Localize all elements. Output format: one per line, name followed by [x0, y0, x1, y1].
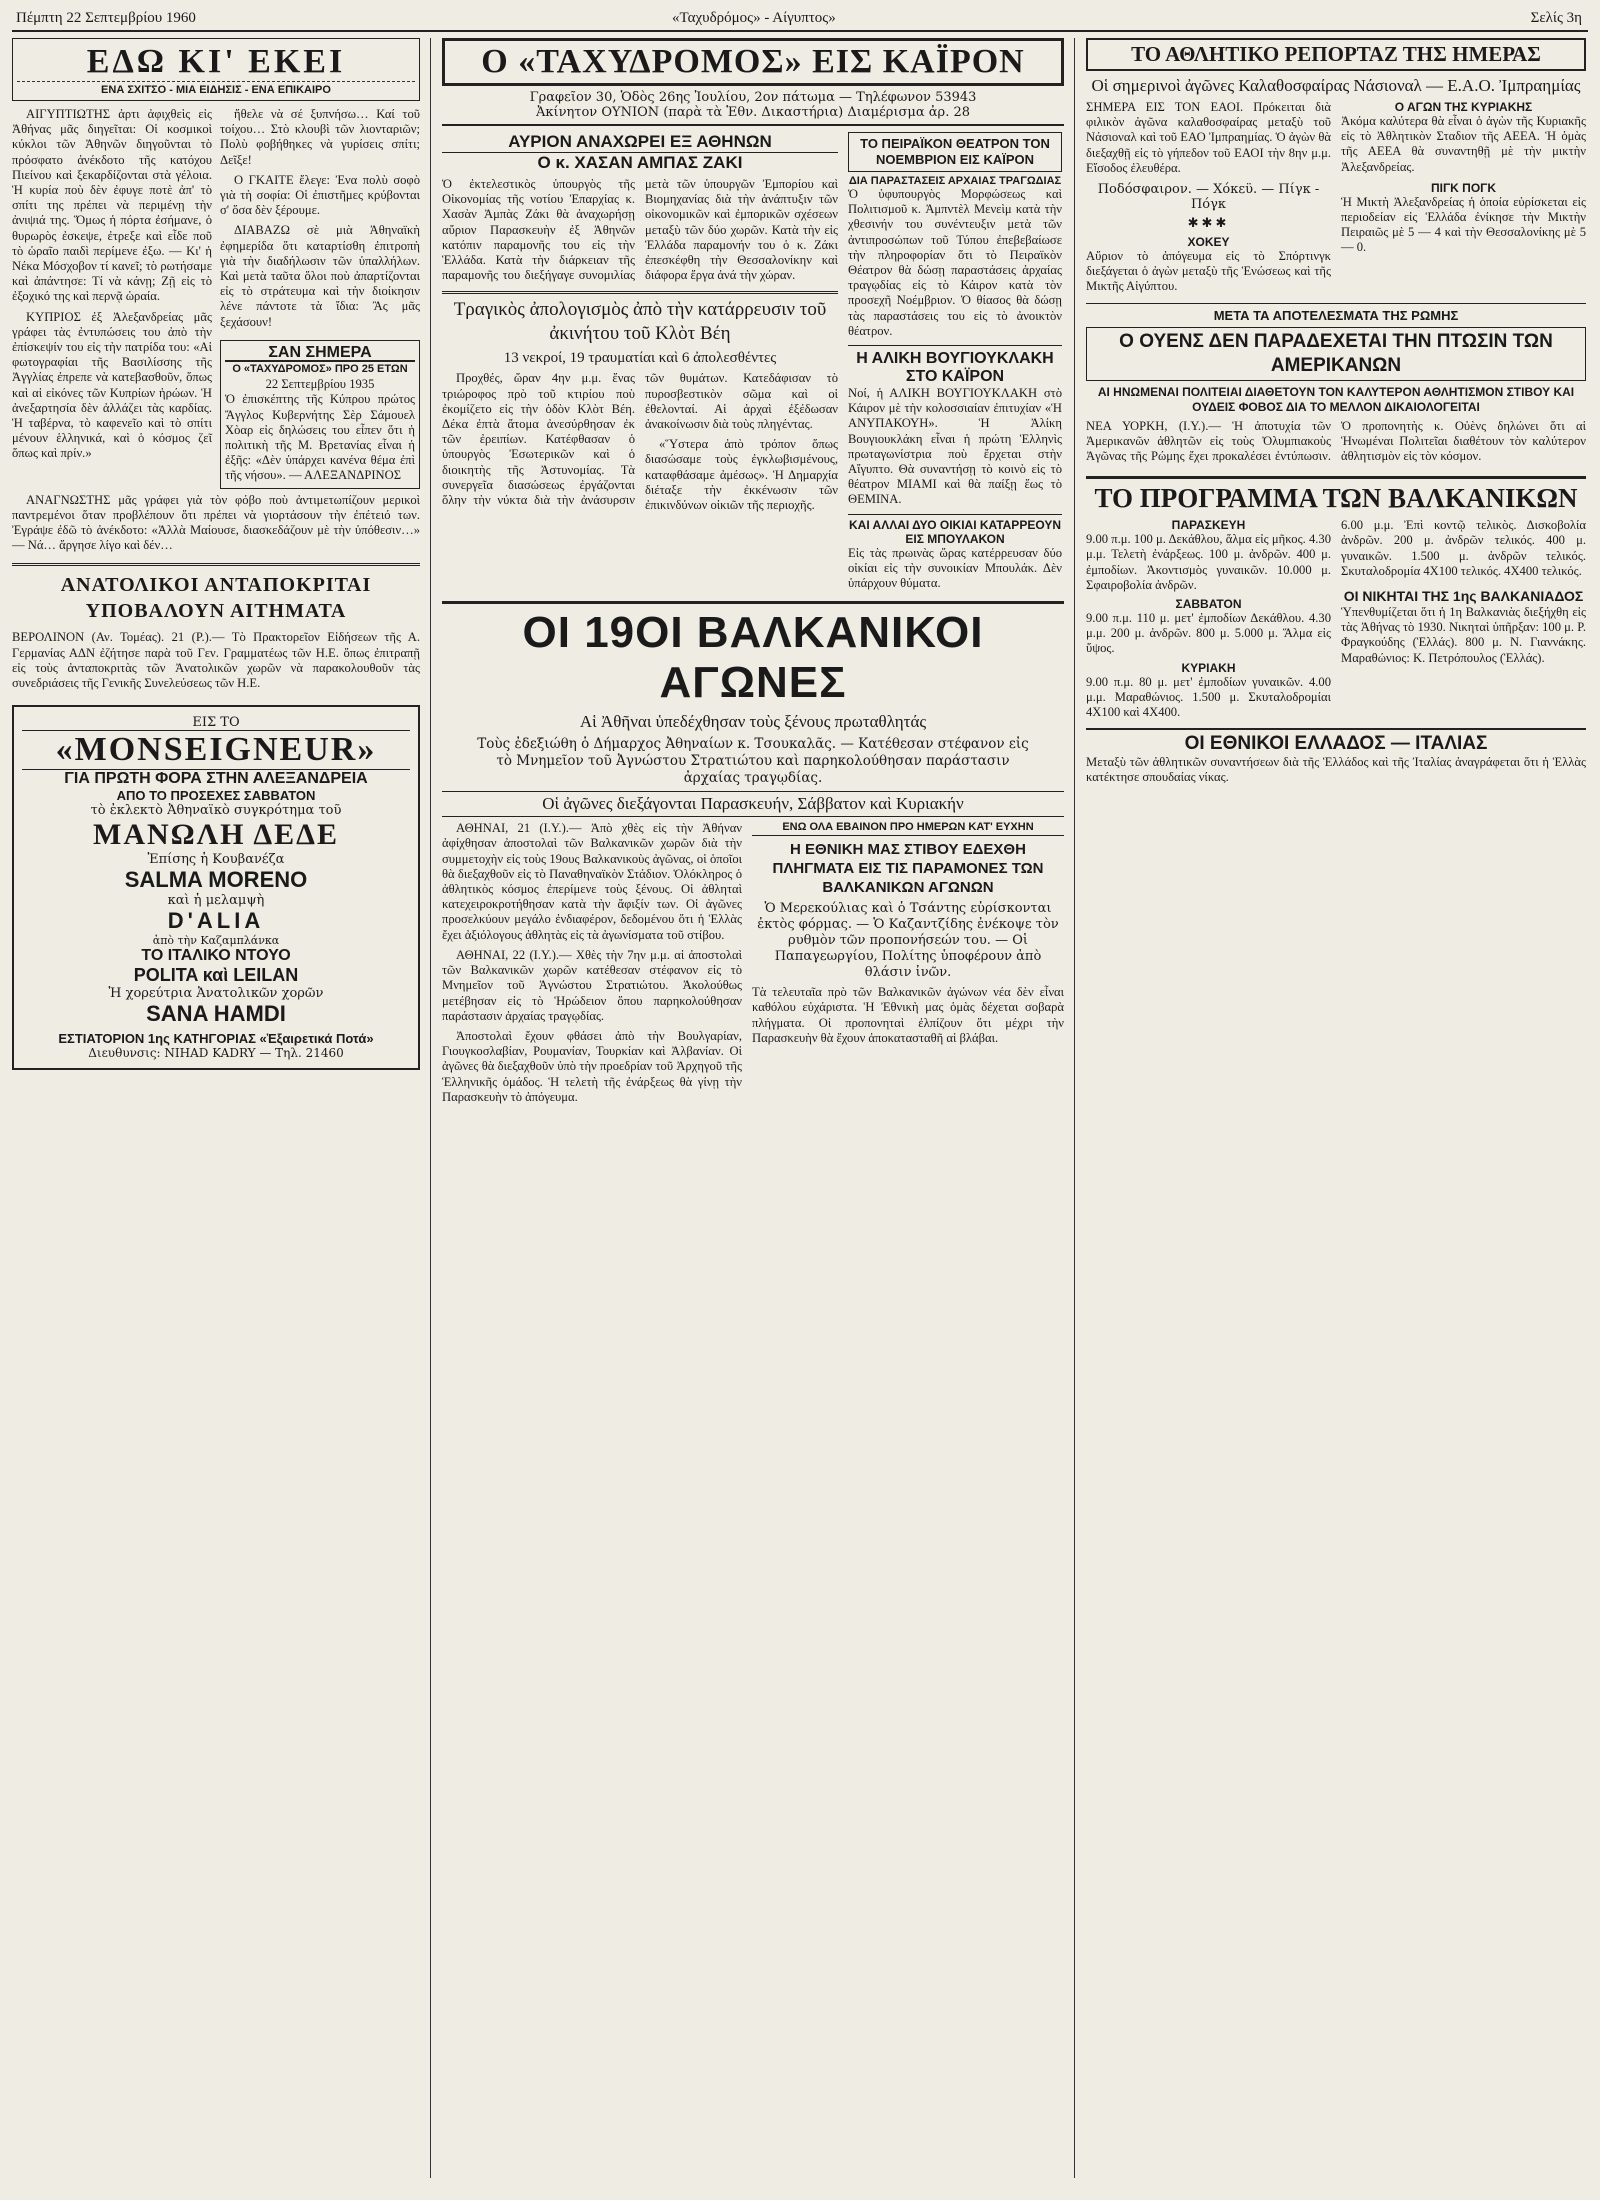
programme-article: [1086, 476, 1586, 785]
ad-performer: POLITA καὶ LEILAN: [133, 965, 299, 986]
hockey-title: ΧΟΚΕΥ: [1187, 235, 1230, 250]
programme-title: ΤΟ ΠΡΟΓΡΑΜΜΑ ΤΩΝ ΒΑΛΚΑΝΙΚΩΝ: [1094, 483, 1578, 514]
monseigneur-ad: [12, 705, 420, 1070]
article-paragraph: ΑΘΗΝΑΙ, 22 (Ι.Υ.).— Χθὲς τὴν 7ην μ.μ. αἱ ἀποστολαὶ τῶν Βαλκανικῶν χωρῶν κατέθεσαν στέφανον εἰς τὸ Μνημεῖον τοῦ Ἀγνώστου Στρατιώτου. Ἀκολούθως μετέβησαν εἰς τὸ Ἡρώδειον ὅπου παρηκολούθησαν παράστασιν ἀρχαίας τραγῳδίας.: [442, 947, 742, 1023]
sports-subtitle: Οἱ σημερινοὶ ἀγῶνες Καλαθοσφαίρας Νάσιοναλ — Ε.Α.Ο. Ἰμπραημίας: [1091, 76, 1581, 95]
article-paragraph: ΑΝΑΓΝΩΣΤΗΣ μᾶς γράφει γιὰ τὸν φόβο ποὺ ἀντιμετωπίζουν μερικοὶ παντρεμένοι ὅταν προβλέπουν ὅτι πρέπει νὰ γιορτάσουν τὴν ἐπέτειό των. Ἐγράψε ἐδῶ τὸ ἀνέκδοτο: «Ἀλλὰ Μαίουσε, διασκεδάζουν μὲ τὴν ὑπόθεσιν…» — Νά… ἄργησε λίγο καὶ δέν…: [12, 492, 420, 553]
other-body: Εἰς τὰς πρωινὰς ὥρας κατέρρευσαν δύο οἰκίαι εἰς τὴν συνοικίαν Μπουλάκ. Δὲν ὑπάρχουν θύματα.: [848, 545, 1062, 591]
balkan-subtitle: Αἱ Ἀθῆναι ὑπεδέχθησαν τοὺς ξένους πρωταθλητάς: [579, 712, 927, 732]
ad-line: Ἡ χορεύτρια Ἀνατολικῶν χορῶν: [108, 986, 324, 1002]
ad-line: ΤΟ ΙΤΑΛΙΚΟ ΝΤΟΥΟ: [141, 947, 291, 965]
column-left: [12, 38, 420, 1070]
masthead: [442, 38, 1064, 86]
anatolikoi-article: [12, 563, 420, 691]
ad-line: Ἐπίσης ἡ Κουβανέζα: [147, 852, 285, 868]
klot-article: [442, 291, 838, 513]
other-title: ΚΑΙ ΑΛΛΑΙ ΔΥΟ ΟΙΚΙΑΙ ΚΑΤΑΡΡΕΟΥΝ ΕΙΣ ΜΠΟΥΛΑΚΟΝ: [848, 514, 1062, 546]
italy-body: Μεταξὺ τῶν ἀθλητικῶν συναντήσεων διὰ τῆς Ἑλλάδος καὶ τῆς Ἰταλίας ἀναγράφεται ὅτι ἡ Ἑλλὰς κατέκτησε σπουδαίας νίκας.: [1086, 755, 1586, 785]
rome-title-box: [1086, 327, 1586, 381]
balkan-wish-subtitle: Ὁ Μερεκούλιας καὶ ὁ Τσάντης εὑρίσκονται ἐκτὸς φόρμας. — Ὁ Καζαντζίδης ἐνέκοψε τὸν ρυθμὸν τῶν προπονήσεών του. — Οἱ Παπαγεωργίου, Πολίτης ὑποφέρουν ἀπὸ θλάσιν ἰνῶν.: [757, 901, 1059, 981]
ad-performer: D'ALIA: [167, 908, 265, 934]
article-paragraph: ΔΙΑΒΑΖΩ σὲ μιὰ Ἀθηναϊκὴ ἐφημερίδα ὅτι καταρτίσθη ἐπιτροπὴ γιὰ τὴν διαδήλωσιν τῶν ὑπαλλήλων. Καὶ μετὰ ταῦτα ὅλοι ποὺ ἀπαρτίζονται εἰς τὸ στράτευμα καὶ τὴν διοίκησιν λένε πάντοτε τὰ ἴδια: Ἂς μᾶς ξεχάσουν!: [220, 223, 420, 329]
programme-day: ΚΥΡΙΑΚΗ: [1181, 660, 1236, 675]
peiraikon-box: [848, 132, 1062, 172]
klot-body: [442, 371, 838, 513]
ad-line: τὸ ἐκλεκτὸ Ἀθηναϊκὸ συγκρότημα τοῦ: [90, 803, 342, 819]
pong-body: Ἡ Μικτὴ Ἀλεξανδρείας ἡ ὁποία εὑρίσκεται εἰς περιοδείαν εἰς Ἑλλάδα ἐνίκησε τὴν Μικτὴν Πειραιῶς μὲ 5 — 4 καὶ τὴν Θεσσαλονίκης μὲ 5 — 0.: [1341, 194, 1586, 255]
today-body: Ὁ ἐπισκέπτης τῆς Κύπρου πρώτος Ἄγγλος Κυβερνήτης Σὲρ Σάμουελ Χὸαρ εἰς δηλώσεις του εἶπεν ὅτι ἡ πολιτικὴ τῆς Μ. Βρετανίας εἶναι ἡ ἐξῆς: «Δὲν ὑπάρχει κανένα θέμα ἐπὶ τῆς νήσου». — ΑΛΕΞΑΝΔΡΙΝΟΣ: [225, 392, 415, 483]
balkan-wish-kicker: ΕΝΩ ΟΛΑ ΕΒΑΙΝΟΝ ΠΡΟ ΗΜΕΡΩΝ ΚΑΤ' ΕΥΧΗΝ: [752, 821, 1064, 836]
article-paragraph: ΑΘΗΝΑΙ, 21 (Ι.Υ.).— Ἀπὸ χθὲς εἰς τὴν Ἀθήναν ἀφίχθησαν ἀποστολαὶ τῶν Βαλκανικῶν χωρῶν διὰ τὴν συμμετοχὴν εἰς τοὺς 19ους Βαλκανικοὺς ἀγῶνας, οἱ ὁποῖοι θὰ διεξαχθοῦν εἰς τὸ Παναθηναϊκὸν Στάδιον. Ὁλόκληρος ὁ ἀθλητικὸς κόσμος ἐπερίμενε τοὺς ξένους. Οἱ ἀθληταὶ κατεχειροκροτήθησαν κατὰ τὴν ἄφιξίν των. Οἱ ἀγῶνες προσελκύουν μεγάλο ἐνδιαφέρον, δεδομένου ὅτι ἡ Ἑλλὰς ἔχει ἀξιόλογους ἀθλητὰς εἰς τὰ ἀγωνίσματα τοῦ στίβου.: [442, 821, 742, 942]
article-paragraph: Ἀποστολαὶ ἔχουν φθάσει ἀπὸ τὴν Βουλγαρίαν, Γιουγκοσλαβίαν, Ρουμανίαν, Τουρκίαν καὶ Ἀλβανίαν. Οἱ ἀγῶνες θὰ διεξαχθοῦν ὑπὸ τὴν προεδρίαν τοῦ Ἀρχηγοῦ τῆς Ἑλληνικῆς ὁμάδος. Ἡ τελετὴ τῆς ἐνάρξεως θὰ γίνῃ τὴν Παρασκευὴν τὸ ἀπόγευμα.: [442, 1028, 742, 1104]
article-paragraph: ΑΙΓΥΠΤΙΩΤΗΣ ἀρτι ἀφιχθεὶς εἰς Ἀθήνας μᾶς διηγεῖται: Οἱ κοσμικοὶ κύκλοι τῶν Ἀθηνῶν διηγοῦνται τὸ πρόσφατο ἀνέκδοτο τῆς κατόχου Πιείνου καὶ ξεκαρδίζονται στὰ γέλοια. Ἡ κυρία ποὺ δὲν ἐφυγε ποτὲ ἀπ' τὸ σπίτι της πρέπει νὰ περιμένῃ τὴν ἀνιψιά της. Ὅμως ἡ πόρτα ἐσήμανε, ὁ θυρωρὸς ἐσκεψε, ἐτρεξε καὶ εἶδε ποῦ τὸ ὡραῖο παιδὶ περίμενε ἐξω. — Κι' ἡ Νέκα Μόσχοβον τί κανεῖ; τὸ ρωτήσαμε καὶ ἀπάντησε: Τί νὰ κάνῃ; Ζῇ εἰς τὸ ἐξοχικό της καὶ περνᾷ ὡραία.: [12, 107, 212, 304]
ad-performer: SALMA MORENO: [124, 867, 308, 893]
column-title: ΕΔΩ ΚΙ' ΕΚΕΙ: [86, 43, 346, 80]
peiraikon-body: Ὁ ὑφυπουργὸς Μορφώσεως καὶ Πολιτισμοῦ κ. Ἀμπντὲλ Μενεὶμ κατὰ τὴν χθεσινήν του συνέντευξιν μετὰ τῶν ἀντιπροσώπων τοῦ Τύπου ἐπεβεβαίωσε τὴν πληροφορίαν ὅτι τὸ Πειραϊκὸν Θέατρον θὰ δώσῃ παραστάσεις ἀρχαίας τραγῳδίας εἰς τὸ Κάιρον κατὰ τὸν προσεχῆ Νοέμβριον. Ὁ θίασος θὰ δώσῃ τὰς παραστάσεις του εἰς τὸ ἀνοικτὸν θέατρον.: [848, 187, 1062, 338]
zaki-body: Ὁ ἐκτελεστικὸς ὑπουργὸς τῆς Οἰκονομίας τῆς νοτίου Ἐπαρχίας κ. Χασὰν Ἀμπὰς Ζάκι θὰ ἀναχωρήσῃ αὔριον Παρασκευὴν ἐξ Ἀθηνῶν κατόπιν παραμονῆς του εἰς τὴν Ἑλλάδα. Κατὰ τὴν διάρκειαν τῆς παραμονῆς του διεξήγαγε συνομιλίας μετὰ τῶν ὑπουργῶν Ἐμπορίου καὶ Βιομηχανίας διὰ τὴν ἀνάπτυξιν τῶν οἰκονομικῶν καὶ ἐμπορικῶν σχέσεων μεταξὺ τῶν δύο χωρῶν. Κατὰ τὴν εἰς Ἑλλάδα παραμονήν του ὁ κ. Ζάκι ἐπεσκέφθη τὴν Θεσσαλονίκην καὶ διάφορα ἔργα ἀνά τὴν χώραν.: [442, 177, 838, 283]
ad-line: Διευθυνσις: NIHAD KADRY — Τηλ. 21460: [88, 1046, 344, 1061]
kyriaki-body: Ἀκόμα καλύτερα θὰ εἶναι ὁ ἀγὼν τῆς Κυριακῆς εἰς τὸ Ἀθλητικὸν Σταδιον τῆς ΑΕΕΑ. Ἡ ὁμὰς τῆς ΑΕΕΑ θὰ συναντηθῇ μὲ τὴν μικτὴν Ἀλεξανδρείας.: [1341, 114, 1586, 174]
masthead-title: Ο «ΤΑΧΥΔΡΟΜΟΣ» ΕΙΣ ΚΑΪΡΟΝ: [481, 43, 1025, 80]
ad-line: ΓΙΑ ΠΡΩΤΗ ΦΟΡΑ ΣΤΗΝ ΑΛΕΞΑΝΔΡΕΙΑ: [64, 770, 368, 788]
ad-line: ΑΠΟ ΤΟ ΠΡΟΣΕΧΕΣ ΣΑΒΒΑΤΟΝ: [116, 788, 316, 804]
programme-day: ΣΑΒΒΑΤΟΝ: [1175, 597, 1242, 612]
zaki-subtitle: Ο κ. ΧΑΣΑΝ ΑΜΠΑΣ ΖΑΚΙ: [537, 153, 743, 172]
page-number: Σελίς 3η: [1530, 10, 1582, 26]
column-center: [442, 38, 1064, 1110]
hockey-body: Αὔριον τὸ ἀπόγευμα εἰς τὸ Σπόρτινγκ διεξάγεται ὁ ἀγὼν μεταξὺ τῆς Ἑνώσεως καὶ τῆς Μικτῆς Αἰγύπτου.: [1086, 249, 1331, 294]
peiraikon-title: ΤΟ ΠΕΙΡΑΪΚΟΝ ΘΕΑΤΡΟΝ ΤΟΝ ΝΟΕΜΒΡΙΟΝ ΕΙΣ ΚΑΪΡΟΝ: [860, 136, 1050, 167]
ad-line: ΕΣΤΙΑΤΟΡΙΟΝ 1ης ΚΑΤΗΓΟΡΙΑΣ «Ἐξαιρετικά Ποτά»: [58, 1031, 374, 1047]
column-rule: [430, 38, 431, 2178]
nikitai-title: ΟΙ ΝΙΚΗΤΑΙ ΤΗΣ 1ης ΒΑΛΚΑΝΙΑΔΟΣ: [1343, 588, 1584, 605]
anatolikoi-title: ΑΝΑΤΟΛΙΚΟΙ ΑΝΤΑΠΟΚΡΙΤΑΙ ΥΠΟΒΑΛΟΥΝ ΑΙΤΗΜΑΤΑ: [60, 574, 372, 623]
today-subtitle: Ο «ΤΑΧΥΔΡΟΜΟΣ» ΠΡΟ 25 ΕΤΩΝ: [232, 363, 408, 376]
ad-line: ΕΙΣ ΤΟ: [192, 715, 240, 731]
balkan-body: [442, 821, 742, 1110]
programme-day-body: 9.00 π.μ. 100 μ. Δεκάθλου, ἅλμα εἰς μῆκος. 4.30 μ.μ. Τελετὴ ἐνάρξεως. 100 μ. ἀνδρῶν. 400 μ. ἐμποδίων. Ἀκοντισμὸς γυναικῶν. 10.000 μ. Σφαιροβολία ἀνδρῶν.: [1086, 532, 1331, 592]
ad-performer: ΜΑΝΩΛΗ ΔΕΔΕ: [93, 818, 339, 852]
ad-venue: «MONSEIGNEUR»: [22, 730, 410, 770]
masthead-address: Γραφεῖον 30, Ὁδὸς 26ης Ἰουλίου, 2ον πάτωμα — Τηλέφωνον 53943: [529, 90, 977, 105]
kyriaki-title: Ο ΑΓΩΝ ΤΗΣ ΚΥΡΙΑΚΗΣ: [1394, 100, 1533, 114]
masthead-address: Ἀκίνητον ΟΥΝΙΟΝ (παρὰ τὰ Ἐθν. Δικαστήρια) Διαμέρισμα ἀρ. 28: [442, 105, 1064, 126]
sports-header: [1086, 38, 1586, 71]
klot-subtitle: 13 νεκροί, 19 τραυματίαι καὶ 6 ἀπολεσθέντες: [503, 350, 777, 367]
rome-body: ΝΕΑ ΥΟΡΚΗ, (Ι.Υ.).— Ἡ ἀποτυχία τῶν Ἀμερικανῶν ἀθλητῶν εἰς τοὺς Ὀλυμπιακοὺς Ἀγῶνας τῆς Ρώμης ἔχει προκαλέσει ἐντύπωσιν. Ὁ προπονητὴς κ. Οὐὲνς δηλώνει ὅτι αἱ Ἡνωμέναι Πολιτεῖαι διαθέτουν τὸν καλύτερον ἀθλητισμὸν εἰς τὸν κόσμον.: [1086, 418, 1586, 464]
today-box: [220, 340, 420, 489]
balkan-wish-body: Τὰ τελευταῖα πρὸ τῶν Βαλκανικῶν ἀγώνων νέα δὲν εἶναι καθόλου εὐχάριστα. Ἡ Ἐθνικὴ μας ὁμὰς δέχεται σοβαρὰ πλήγματα. Οἱ προπονηταὶ ἐλπίζουν ὅτι μέχρι τὴν Παρασκευὴν θὰ ἔχουν ἀποκατασταθῆ αἱ βλάβαι.: [752, 985, 1064, 1045]
sports-body: ΣΗΜΕΡΑ ΕΙΣ ΤΟΝ ΕΑΟΙ. Πρόκειται διὰ φιλικὸν ἀγῶνα καλαθοσφαίρας μεταξὺ τοῦ Νάσιοναλ καὶ τοῦ ΕΑΟ Ἰμπραημίας. Ὁ ἀγὼν θὰ διεξαχθῇ εἰς τὸ γήπεδον τοῦ ΕΑΟΙ τὴν 8ην μ.μ. Εἴσοδος ἐλευθέρα.: [1086, 100, 1331, 175]
column-subtitle: ΕΝΑ ΣΧΙΤΣΟ - ΜΙΑ ΕΙΔΗΣΙΣ - ΕΝΑ ΕΠΙΚΑΙΡΟ: [17, 81, 415, 96]
nikitai-body: Ὑπενθυμίζεται ὅτι ἡ 1η Βαλκανιὰς διεξήχθη εἰς τὰς Ἀθήνας τὸ 1930. Νικηταὶ ὑπῆρξαν: 100 μ. Ρ. Φραγκούδης (Ἑλλάς). 800 μ. Ν. Γιαννάκης. Μαραθώνιος: Κ. Πετρόπουλος (Ἑλλάς).: [1341, 605, 1586, 665]
balkan-wish-title: Η ΕΘΝΙΚΗ ΜΑΣ ΣΤΙΒΟΥ ΕΔΕΧΘΗ ΠΛΗΓΜΑΤΑ ΕΙΣ ΤΙΣ ΠΑΡΑΜΟΝΕΣ ΤΩΝ ΒΑΛΚΑΝΙΚΩΝ ΑΓΩΝΩΝ: [772, 841, 1044, 897]
pong-title: ΠΙΓΚ ΠΟΓΚ: [1430, 180, 1497, 195]
rome-kicker: ΜΕΤΑ ΤΑ ΑΠΟΤΕΛΕΣΜΑΤΑ ΤΗΣ ΡΩΜΗΣ: [1213, 307, 1459, 323]
balkan-article: [442, 601, 1064, 1110]
programme-day-body: 9.00 π.μ. 80 μ. μετ' ἐμποδίων γυναικῶν. 4.00 μ.μ. Μαραθώνιος. 1.500 μ. Σκυταλοδρομίαι 4Χ100 καὶ 4Χ400.: [1086, 674, 1331, 720]
issue-date: Πέμπτη 22 Σεπτεμβρίου 1960: [16, 10, 196, 26]
programme-day-body: 9.00 π.μ. 110 μ. μετ' ἐμποδίων Δεκάθλου. 4.30 μ.μ. 200 μ. ἀνδρῶν. 800 μ. 5.000 μ. Ἅλμα εἰς ὕψος.: [1086, 611, 1331, 656]
column-rule: [1074, 38, 1075, 2178]
stars-divider: ✱✱✱: [1187, 216, 1230, 232]
zaki-title: ΑΥΡΙΟΝ ΑΝΑΧΩΡΕΙ ΕΞ ΑΘΗΝΩΝ: [442, 132, 838, 153]
article-text: [12, 493, 420, 554]
ad-line: ἀπὸ τὴν Καζαμπλάνκα: [152, 934, 280, 948]
vougiouklaki-title: Η ΑΛΙΚΗ ΒΟΥΓΙΟΥΚΛΑΚΗ ΣΤΟ ΚΑΪΡΟΝ: [848, 345, 1062, 386]
article-paragraph: ἤθελε νὰ σέ ξυπνήσω… Καί τοῦ τοίχου… Στὸ κλουβὶ τῶν λιονταριῶν; Πολὺ φοβήθηκες νὰ γυρίσεις σπίτι; Δεῖξε!: [220, 107, 420, 167]
balkan-title: ΟΙ 19ΟΙ ΒΑΛΚΑΝΙΚΟΙ ΑΓΩΝΕΣ: [522, 608, 984, 708]
ad-performer: SANA HAMDI: [146, 1001, 286, 1027]
balkan-subtitle-2: Οἱ ἀγῶνες διεξάγονται Παρασκευήν, Σάββατον καὶ Κυριακήν: [442, 791, 1064, 817]
today-title: ΣΑΝ ΣΗΜΕΡΑ: [225, 345, 415, 362]
vougiouklaki-body: Νοί, ἡ ΑΛΙΚΗ ΒΟΥΓΙΟΥΚΛΑΚΗ στὸ Κάιρον μὲ τὴν κολοσσιαίαν ἐπιτυχίαν «Ἡ ΑΝΥΠΑΚΟΥΗ». Ἡ Ἀλίκη Βουγιουκλάκη εἶναι ἡ πρώτη Ἑλληνὶς πρωταγωνίστρια ποὺ ἔρχεται στὴν Αἴγυπτο. Θὰ συναντήσῃ τὸ κοινὸ εἰς τὸ θέατρον ΜΙΑΜΙ καὶ θὰ παίξῃ ἕως τὸ ΘΕΜΙΝΑ.: [848, 386, 1062, 507]
balkan-intro: Τοὺς ἐδεξιώθη ὁ Δήμαρχος Ἀθηναίων κ. Τσουκαλᾶς. — Κατέθεσαν στέφανον εἰς τὸ Μνημεῖον τοῦ Ἀγνώστου Στρατιώτου καὶ παρηκολούθησαν παράστασιν ἀρχαίας τραγῳδίας.: [477, 736, 1029, 787]
article-paragraph: «Ὕστερα ἀπὸ τρόπον ὅπως διασώσαμε τοὺς ἐγκλωβισμένους, καταφθάσαμε ἀμέσως». Ἡ Δημαρχία διέταξε τὴν ἐκκένωσιν τῶν ἐπικινδύνων οἰκιῶν τῆς περιοχῆς.: [645, 437, 838, 513]
newspaper-page: [12, 8, 1588, 2192]
article-text: [12, 107, 212, 489]
article-text: [220, 107, 420, 489]
sports-title: ΤΟ ΑΘΛΗΤΙΚΟ ΡΕΠΟΡΤΑΖ ΤΗΣ ΗΜΕΡΑΣ: [1131, 42, 1541, 66]
programme-day: ΠΑΡΑΣΚΕΥΗ: [1171, 518, 1246, 533]
peiraikon-subtitle: ΔΙΑ ΠΑΡΑΣΤΑΣΕΙΣ ΑΡΧΑΙΑΣ ΤΡΑΓΩΔΙΑΣ: [848, 175, 1062, 187]
sports-line: Ποδόσφαιρον. — Χόκεϋ. — Πίγκ - Πόγκ: [1097, 182, 1320, 213]
column-right: [1086, 38, 1586, 786]
article-paragraph: ΚΥΠΡΙΟΣ ἐξ Ἀλεξανδρείας μᾶς γράφει τὰς ἐντυπώσεις του ἀπὸ τὴν ἐπίσκεψίν του εἰς τὴν πατρίδα του: «Αἱ φωτογραφίαι τῆς Βασιλίσσης τῆς Ἀγγλίας ἐπρεπε νὰ κατεβασθοῦν, ὅπως καὶ αἱ εἰκόνες τῶν Κυπρίων ἡρώων. Ἡ ἀνεξαρτησία δὲν ἀλλάζει τὰς καρδίας. Ἡ ταβέρνα, τὸ καφενεῖο καὶ τὸ σπίτι μένουν ἑλληνικά, καὶ ὁ κόσμος ζεῖ ὅπως καὶ πρίν.»: [12, 309, 212, 461]
klot-title: Τραγικὸς ἀπολογισμὸς ἀπὸ τὴν κατάρρευσιν τοῦ ἀκινήτου τοῦ Κλὸτ Βέη: [453, 299, 827, 345]
rome-title: Ο ΟΥΕΝΣ ΔΕΝ ΠΑΡΑΔΕΧΕΤΑΙ ΤΗΝ ΠΤΩΣΙΝ ΤΩΝ ΑΜΕΡΙΚΑΝΩΝ: [1119, 330, 1553, 376]
rome-subtitle: ΑΙ ΗΝΩΜΕΝΑΙ ΠΟΛΙΤΕΙΑΙ ΔΙΑΘΕΤΟΥΝ ΤΟΝ ΚΑΛΥΤΕΡΟΝ ΑΘΛΗΤΙΣΜΟΝ ΣΤΙΒΟΥ ΚΑΙ ΟΥΔΕΙΣ ΦΟΒΟΣ ΔΙΑ ΤΟ ΜΕΛΛΟΝ ΔΙΚΑΙΟΛΟΓΕΙΤΑΙ: [1097, 384, 1575, 414]
paper-name: «Ταχυδρόμος» - Αίγυπτος»: [672, 10, 836, 26]
ad-line: καὶ ἡ μελαμψὴ: [167, 893, 265, 909]
italy-title: ΟΙ ΕΘΝΙΚΟΙ ΕΛΛΑΔΟΣ — ΙΤΑΛΙΑΣ: [1086, 728, 1586, 755]
today-date: 22 Σεπτεμβρίου 1935: [265, 377, 375, 392]
article-paragraph: Προχθές, ὥραν 4ην μ.μ. ἕνας τριώροφος πρὸ τοῦ κτιρίου ποὺ ἐκομίζετο εἰς τὴν ὁδὸν Κλὸτ Βέη. Δέκα ἐπτὰ ἄτομα ἀνεσύρθησαν ἐκ τῶν ἐρειπίων. Κατέφθασαν ὁ ὑπουργὸς Ἐσωτερικῶν καὶ ὁ διοικητὴς τῆς Ἀστυνομίας. Τὰ συνεργεῖα διασώσεως ἐργάζονται ὅλην τὴν νύκτα διὰ τὴν ἀνάσυρσιν τῶν θυμάτων. Κατεδάφισαν τὸ πυροσβεστικὸν σῶμα καὶ οἱ ἐθελονταί. Αἱ ἀρχαὶ ἐξέδωσαν ἀνακοίνωσιν διὰ τοὺς πληγέντας.: [442, 371, 838, 508]
side-column: [848, 132, 1062, 591]
rome-article: [1086, 303, 1586, 465]
column-title-box: [12, 38, 420, 101]
anatolikoi-body: ΒΕΡΟΛΙΝΟΝ (Αν. Τομέας). 21 (Ρ.).— Τὸ Πρακτορεῖον Εἰδήσεων τῆς Α. Γερμανίας ΑΔΝ ἐζήτησε παρὰ τοῦ Γεν. Γραμματέως τῶν Η.Ε. ὅπως ἐπιτραπῇ εἰς τοὺς ἀνταποκριτὰς τῶν Ἀνατολικῶν χωρῶν νὰ παρακολουθοῦν τὰς συνεδριάσεις τῆς Γενικῆς Συνελεύσεως τῶν Η.Ε.: [12, 630, 420, 691]
programme-right-body: 6.00 μ.μ. Ἐπὶ κοντῷ τελικὸς. Δισκοβολία ἀνδρῶν. 200 μ. ἀνδρῶν τελικός. 400 μ. γυναικῶν. 1.500 μ. ἀνδρῶν τελικός. Σκυταλοδρομία 4Χ100 τελικός. 4Χ400 τελικός.: [1341, 518, 1586, 578]
page-header: [12, 8, 1588, 32]
article-paragraph: Ο ΓΚΑΙΤΕ ἔλεγε: Ἐνα πολὺ σοφὸ γιὰ τὴ σοφία: Οἱ ἐπιστῆμες κρύβονται σ' ὅσα δὲν ξέρουμε.: [220, 172, 420, 218]
